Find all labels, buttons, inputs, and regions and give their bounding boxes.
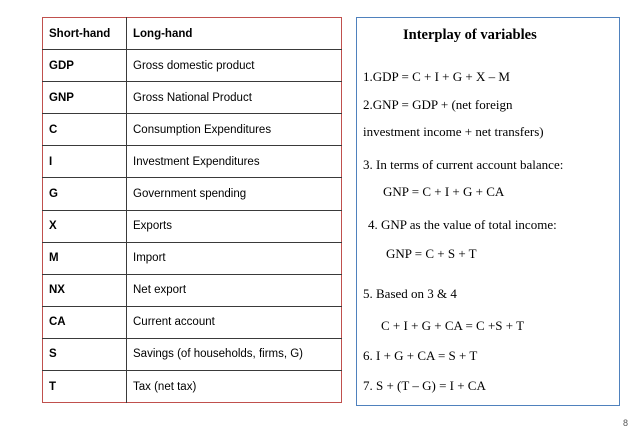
item-3-heading: 3. In terms of current account balance:	[363, 157, 564, 172]
long-hand-cell: Net export	[127, 274, 342, 306]
long-hand-cell: Gross domestic product	[127, 50, 342, 82]
table-header-row	[43, 18, 342, 50]
item-4-heading: 4. GNP as the value of total income:	[368, 217, 557, 232]
equation-7: 7. S + (T – G) = I + CA	[363, 378, 486, 393]
short-hand-cell: G	[43, 178, 127, 210]
interplay-panel	[356, 17, 620, 406]
equation-6: 6. I + G + CA = S + T	[363, 348, 478, 363]
item-5-heading: 5. Based on 3 & 4	[363, 286, 457, 301]
table-row	[43, 178, 342, 210]
short-hand-cell: T	[43, 371, 127, 403]
table-row	[43, 371, 342, 403]
table-row	[43, 338, 342, 370]
equation-gnp-income: GNP = C + S + T	[386, 246, 477, 261]
table-row	[43, 50, 342, 82]
table-row	[43, 242, 342, 274]
short-hand-cell: GDP	[43, 50, 127, 82]
equation-combined: C + I + G + CA = C +S + T	[381, 318, 525, 333]
header-long-hand: Long-hand	[127, 18, 342, 50]
long-hand-cell: Savings (of households, firms, G)	[127, 338, 342, 370]
short-hand-cell: GNP	[43, 82, 127, 114]
abbreviation-table	[42, 17, 342, 403]
header-short-hand: Short-hand	[43, 18, 127, 50]
long-hand-cell: Gross National Product	[127, 82, 342, 114]
table-row	[43, 114, 342, 146]
long-hand-cell: Tax (net tax)	[133, 380, 197, 393]
short-hand-cell: CA	[43, 306, 127, 338]
table-row	[43, 82, 342, 114]
short-hand-cell: X	[43, 210, 127, 242]
long-hand-cell: Current account	[127, 306, 342, 338]
short-hand-cell: M	[43, 242, 127, 274]
long-hand-cell: Exports	[127, 210, 342, 242]
equation-gdp: 1.GDP = C + I + G + X – M	[363, 69, 510, 84]
table-row	[43, 306, 342, 338]
long-hand-cell: Import	[127, 242, 342, 274]
short-hand-cell: I	[43, 146, 127, 178]
short-hand-cell: S	[43, 338, 127, 370]
table-row	[43, 210, 342, 242]
panel-title: Interplay of variables	[403, 27, 537, 43]
table-row	[43, 274, 342, 306]
short-hand-cell: NX	[43, 274, 127, 306]
short-hand-cell: C	[43, 114, 127, 146]
equation-gnp-continued: investment income + net transfers)	[363, 124, 544, 139]
long-hand-cell: Investment Expenditures	[127, 146, 342, 178]
long-hand-cell: Consumption Expenditures	[127, 114, 342, 146]
equation-gnp-ca: GNP = C + I + G + CA	[383, 184, 505, 199]
long-hand-cell: Government spending	[127, 178, 342, 210]
page-number: 8	[622, 418, 628, 428]
equation-gnp: 2.GNP = GDP + (net foreign	[363, 97, 513, 112]
table-row	[43, 146, 342, 178]
